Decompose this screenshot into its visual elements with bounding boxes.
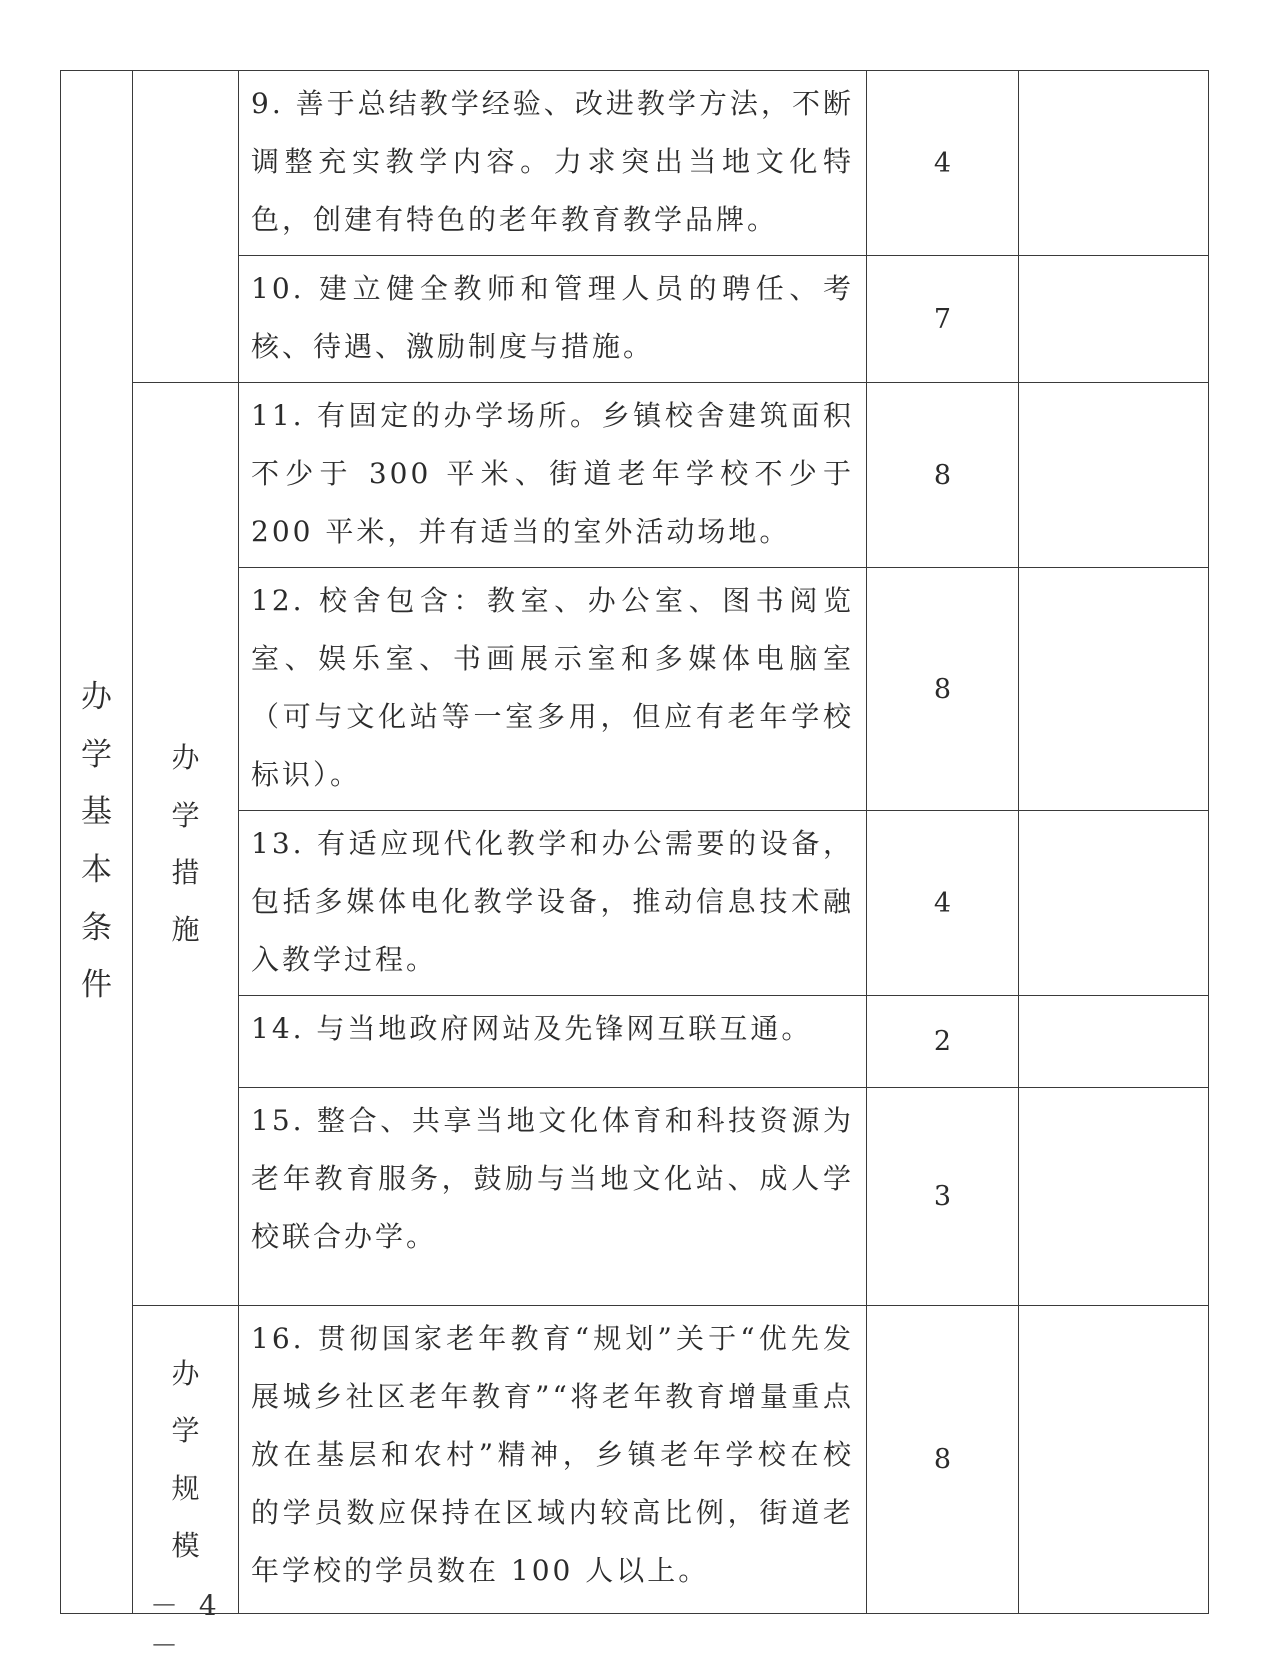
score-cell: 4 [867, 71, 1019, 256]
item-text: 11. 有固定的办学场所。乡镇校舍建筑面积不少于 300 平米、街道老年学校不少于 200 平米，并有适当的室外活动场地。 [251, 399, 854, 548]
evaluation-cell [1019, 71, 1209, 256]
evaluation-cell [1019, 256, 1209, 383]
score-cell: 4 [867, 811, 1019, 996]
evaluation-cell [1019, 1306, 1209, 1614]
item-text: 10. 建立健全教师和管理人员的聘任、考核、待遇、激励制度与措施。 [251, 272, 854, 363]
score-cell: 8 [867, 568, 1019, 811]
evaluation-cell [1019, 1088, 1209, 1306]
item-text: 12. 校舍包含：教室、办公室、图书阅览室、娱乐室、书画展示室和多媒体电脑室（可与文化站等一室多用，但应有老年学校标识）。 [251, 584, 854, 791]
table-row [61, 383, 1209, 568]
item-text: 9. 善于总结教学经验、改进教学方法，不断调整充实教学内容。力求突出当地文化特色，创建有特色的老年教育教学品牌。 [251, 87, 854, 236]
item-cell [239, 71, 867, 256]
item-text: 16. 贯彻国家老年教育“规划”关于“优先发展城乡社区老年教育”“将老年教育增量重点放在基层和农村”精神，乡镇老年学校在校的学员数应保持在区域内较高比例，街道老年学校的学员数在 100 人以上。 [251, 1322, 854, 1587]
item-text: 15. 整合、共享当地文化体育和科技资源为老年教育服务，鼓励与当地文化站、成人学校联合办学。 [251, 1104, 854, 1253]
table-row [61, 1306, 1209, 1614]
page-number: － 4 － [150, 1589, 223, 1662]
evaluation-cell [1019, 996, 1209, 1088]
score-cell: 8 [867, 1306, 1019, 1614]
sub-category-label: 办学措施 [171, 741, 200, 947]
evaluation-cell [1019, 383, 1209, 568]
item-text: 14. 与当地政府网站及先锋网互联互通。 [251, 1012, 813, 1045]
table-row [61, 71, 1209, 256]
item-cell [239, 256, 867, 383]
sub-category-label: 办学规模 [171, 1356, 200, 1562]
main-category-cell [61, 71, 133, 1614]
item-cell [239, 811, 867, 996]
item-cell [239, 996, 867, 1088]
main-category-label: 办学基本条件 [81, 679, 112, 1004]
sub-category-cell [133, 1306, 239, 1614]
evaluation-table [60, 70, 1209, 1614]
item-cell [239, 383, 867, 568]
item-cell [239, 1306, 867, 1614]
item-text: 13. 有适应现代化教学和办公需要的设备，包括多媒体电化教学设备，推动信息技术融入教学过程。 [251, 827, 854, 976]
score-cell: 2 [867, 996, 1019, 1088]
evaluation-cell [1019, 568, 1209, 811]
item-cell [239, 1088, 867, 1306]
score-cell: 8 [867, 383, 1019, 568]
sub-category-cell-continued [133, 71, 239, 383]
score-cell: 7 [867, 256, 1019, 383]
item-cell [239, 568, 867, 811]
sub-category-cell [133, 383, 239, 1306]
score-cell: 3 [867, 1088, 1019, 1306]
evaluation-cell [1019, 811, 1209, 996]
